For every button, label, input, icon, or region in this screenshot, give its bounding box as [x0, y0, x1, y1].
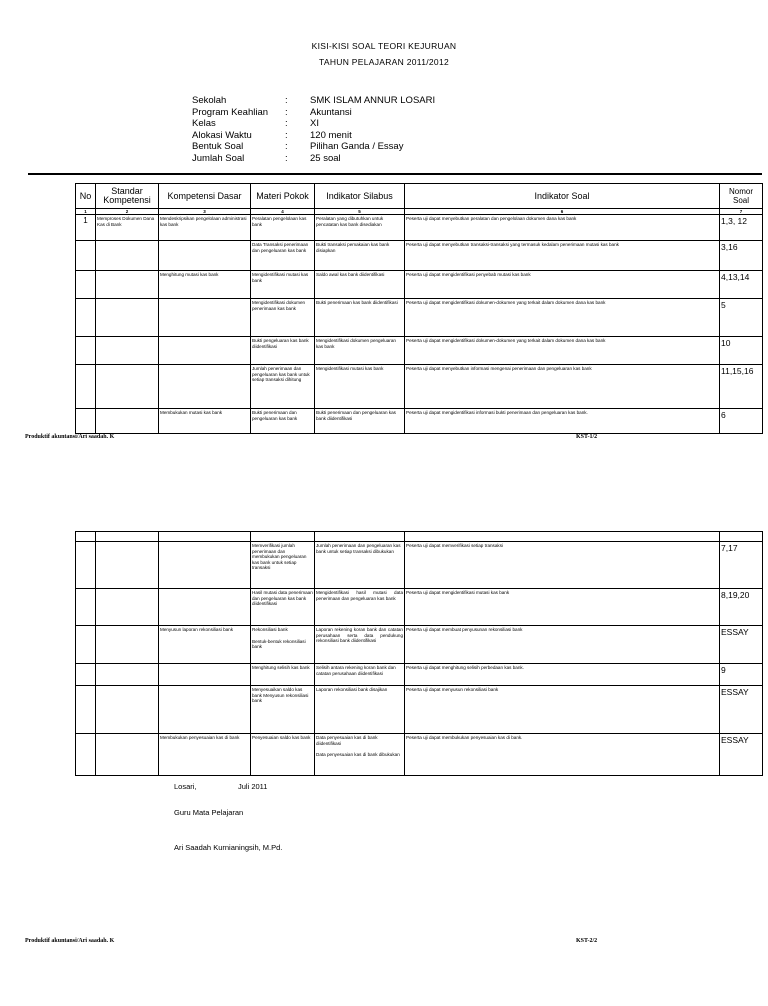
cell-kd: Menyusun laporan rekonsiliasi bank — [159, 626, 251, 664]
info-row-jumlah — [192, 153, 435, 165]
cell-iso: Peserta uji dapat menghitung selisih perbedaan kas bank. — [405, 664, 720, 686]
cell-is: Bukti penerimaan dan pengeluaran kas bank diidentifikasi — [315, 409, 405, 434]
cell-mp: Mengidentifikasi mutasi kas bank — [251, 271, 315, 299]
table-spacer-row — [76, 532, 763, 542]
col-materi-pokok: Materi Pokok — [251, 184, 315, 209]
table-header-row — [76, 184, 763, 209]
cell-is: Laporan rekonsiliasi bank disajikan — [315, 686, 405, 734]
info-row-bentuk — [192, 141, 435, 153]
cell-ns: 9 — [720, 664, 763, 686]
cell-iso: Peserta uji dapat menyusun rekonsiliasi bank — [405, 686, 720, 734]
info-label: Jumlah Soal — [192, 152, 245, 164]
cell-iso: Peserta uji dapat memverifikasi setiap transaksi — [405, 542, 720, 589]
cell-mp: Menyesuaikan saldo kas bank Menyusun rekonsiliasi bank — [251, 686, 315, 734]
cell-kd — [159, 542, 251, 589]
info-row-sekolah — [192, 95, 435, 107]
kisi-table-page1 — [75, 183, 763, 434]
footer-left-page1: Produktif akuntansi/Ari saadah. K — [25, 434, 115, 440]
cell-mp: Bukti pengeluaran kas bank diidentifikasi — [251, 337, 315, 365]
cell-sk — [96, 365, 159, 409]
silabus-identifikasi: Data penyesuaian kas di bank diidentifikasi — [316, 735, 378, 746]
cell-is — [315, 734, 405, 776]
cell-kd: Mendeskripsikan pengelolaan administrasi kas bank — [159, 215, 251, 241]
cell-no — [76, 409, 96, 434]
footer-page-number-2: KST-2/2 — [576, 938, 598, 944]
cell-mp: Penyesuaian saldo kas bank — [251, 734, 315, 776]
cell-ns: ESSAY — [720, 686, 763, 734]
signature-place: Losari, — [174, 782, 197, 791]
cell-is: Bukti penerimaan kas bank diidentifikasi — [315, 299, 405, 337]
cell-mp: Bukti penerimaan dan pengeluaran kas bank — [251, 409, 315, 434]
cell-is: Bukti transaksi pemakaian kas bank disiapkan — [315, 241, 405, 271]
cell-kd — [159, 241, 251, 271]
cell-kd — [159, 664, 251, 686]
cell-is: Mengidentifikasi dokumen pengeluaran kas bank — [315, 337, 405, 365]
cell-kd — [159, 686, 251, 734]
table-row — [76, 299, 763, 337]
col-no: No — [76, 184, 96, 209]
cell-mp — [251, 626, 315, 664]
info-value: SMK ISLAM ANNUR LOSARI — [310, 95, 436, 106]
cell-ns: 7,17 — [720, 542, 763, 589]
table-row — [76, 409, 763, 434]
col-number: 5 — [315, 209, 405, 215]
cell-sk — [96, 626, 159, 664]
cell-sk — [96, 299, 159, 337]
cell-ns: 4,13,14 — [720, 271, 763, 299]
cell-mp: Jumlah penerimaan dan pengeluaran kas bank untuk setiap transaksi dihitung — [251, 365, 315, 409]
cell-ns: 1,3, 12 — [720, 215, 763, 241]
signature-date: Juli 2011 — [238, 782, 268, 791]
cell-no — [76, 542, 96, 589]
doc-title: KISI-KISI SOAL TEORI KEJURUAN — [311, 41, 457, 51]
cell-no — [76, 271, 96, 299]
table-row — [76, 664, 763, 686]
cell-sk — [96, 664, 159, 686]
cell-mp: Hasil mutasi data penerimaan dan pengeluaran kas bank diidentifikasi — [251, 589, 315, 626]
cell-no — [76, 365, 96, 409]
cell-ns: 3,16 — [720, 241, 763, 271]
col-indikator-soal: Indikator Soal — [405, 184, 720, 209]
cell-sk — [96, 241, 159, 271]
cell-mp: Menghitung selisih kas bank — [251, 664, 315, 686]
cell-no — [76, 241, 96, 271]
info-label: Bentuk Soal — [192, 141, 244, 152]
cell-iso: Peserta uji dapat membuat penyusunan rekonsiliasi bank — [405, 626, 720, 664]
cell-empty — [720, 532, 763, 542]
cell-no — [76, 626, 96, 664]
info-row-alokasi — [192, 130, 435, 142]
info-sep: : — [285, 129, 288, 141]
cell-ns: ESSAY — [720, 734, 763, 776]
info-sep: : — [285, 152, 288, 164]
cell-mp: Mengidentifikasi dokumen penerimaan kas bank — [251, 299, 315, 337]
cell-empty — [315, 532, 405, 542]
cell-iso: Peserta uji dapat mengidentifikasi dokumen-dokumen yang terkait dalam dokumen dana kas bank — [405, 299, 720, 337]
cell-iso: Peserta uji dapat mengidentifikasi informasi bukti penerimaan dan pengeluaran kas bank. — [405, 409, 720, 434]
table-row — [76, 241, 763, 271]
table-row — [76, 271, 763, 299]
cell-empty — [405, 532, 720, 542]
cell-sk — [96, 734, 159, 776]
cell-sk — [96, 337, 159, 365]
cell-kd — [159, 365, 251, 409]
cell-kd: Menghitung mutasi kas bank — [159, 271, 251, 299]
info-row-kelas — [192, 118, 435, 130]
cell-sk — [96, 686, 159, 734]
col-standar-kompetensi: Standar Kompetensi — [96, 184, 159, 209]
cell-iso: Peserta uji dapat menyebutkan informasi mengenai penerimaan dan pengeluaran kas bank — [405, 365, 720, 409]
cell-iso: Peserta uji dapat mengidentifikasi dokumen-dokumen yang terkait dalam dokumen dana kas bank — [405, 337, 720, 365]
col-nomor-soal: Nomor Soal — [720, 184, 763, 209]
cell-no: 1 — [76, 215, 96, 241]
cell-ns: 5 — [720, 299, 763, 337]
cell-iso: Peserta uji dapat mengidentifikasi penyebab mutasi kas bank — [405, 271, 720, 299]
info-value: 25 soal — [310, 152, 341, 164]
table-row — [76, 686, 763, 734]
info-label: Alokasi Waktu — [192, 129, 252, 141]
cell-is: Mengidentifikasi hasil mutasi data penerimaan dan pengeluaran kas bank — [315, 589, 405, 626]
table-row — [76, 626, 763, 664]
cell-ns: 11,15,16 — [720, 365, 763, 409]
cell-sk — [96, 271, 159, 299]
cell-is: Jumlah penerimaan dan pengeluaran kas bank untuk setiap transaksi dibukukan — [315, 542, 405, 589]
col-kompetensi-dasar: Kompetensi Dasar — [159, 184, 251, 209]
info-value: Akuntansi — [310, 106, 352, 118]
cell-no — [76, 734, 96, 776]
table-row — [76, 337, 763, 365]
cell-kd — [159, 299, 251, 337]
cell-is: Laporan rekening koran bank dan catatan perusahaan serta data pendukung rekonsiliasi bank diidentifikasi — [315, 626, 405, 664]
cell-kd — [159, 337, 251, 365]
silabus-dibukukan: Data penyesuaian kas di bank dibukukan — [316, 752, 400, 758]
cell-kd: Membukukan mutasi kas bank — [159, 409, 251, 434]
materi-rekonsiliasi: Rekonsiliasi bank — [252, 627, 288, 632]
col-indikator-silabus: Indikator Silabus — [315, 184, 405, 209]
table-row — [76, 734, 763, 776]
footer-page-number-1: KST-1/2 — [576, 434, 598, 440]
info-value: Pilihan Ganda / Essay — [310, 141, 404, 152]
table-row — [76, 589, 763, 626]
cell-no — [76, 686, 96, 734]
kisi-table-page2 — [75, 531, 763, 776]
col-number: 4 — [251, 209, 315, 215]
info-label: Kelas — [192, 118, 216, 129]
signature-role: Guru Mata Pelajaran — [174, 808, 244, 817]
cell-sk: Memproses Dokumen Dana Kas di Bank — [96, 215, 159, 241]
cell-iso: Peserta uji dapat menyebutkan transaksi-transaksi yang termasuk kedalam penerimaan mutasi kas bank — [405, 241, 720, 271]
cell-is: Selisih antara rekening koran bank dan catatan perusahaan diidentifikasi — [315, 664, 405, 686]
table-row — [76, 365, 763, 409]
cell-ns: 8,19,20 — [720, 589, 763, 626]
signature-name: Ari Saadah Kurnianingsih, M.Pd. — [174, 843, 283, 852]
info-label: Sekolah — [192, 95, 227, 106]
cell-no — [76, 337, 96, 365]
cell-mp: Data Transaksi penerimaan dan pengeluaran kas bank — [251, 241, 315, 271]
header-rule — [28, 173, 762, 175]
cell-is: Saldo awal kas bank diidentifikasi — [315, 271, 405, 299]
cell-sk — [96, 589, 159, 626]
col-number: 3 — [159, 209, 251, 215]
col-number: 7 — [720, 209, 763, 215]
cell-iso: Peserta uji dapat mengidentifikasi mutasi kas bank — [405, 589, 720, 626]
cell-empty — [251, 532, 315, 542]
cell-mp: Memverifikasi jumlah penerimaan dan membukukan pengeluaran kas bank untuk setiap transaksi — [251, 542, 315, 589]
cell-no — [76, 589, 96, 626]
info-block — [192, 95, 435, 164]
info-value: 120 menit — [310, 129, 352, 141]
cell-ns: ESSAY — [720, 626, 763, 664]
materi-bentuk-rekonsiliasi: Bentuk-bentuk rekonsiliasi bank — [252, 638, 306, 650]
cell-empty — [96, 532, 159, 542]
cell-ns: 10 — [720, 337, 763, 365]
info-sep: : — [285, 106, 288, 118]
cell-empty — [76, 532, 96, 542]
cell-is: Mengidentifikasi mutasi kas bank — [315, 365, 405, 409]
cell-sk — [96, 542, 159, 589]
col-number: 2 — [96, 209, 159, 215]
col-number: 1 — [76, 209, 96, 215]
table-row — [76, 215, 763, 241]
info-row-program — [192, 107, 435, 119]
info-sep: : — [285, 118, 288, 129]
info-sep: : — [285, 95, 288, 106]
info-label: Program Keahlian — [192, 106, 269, 118]
cell-kd — [159, 589, 251, 626]
cell-kd: Membukukan penyesuaian kas di bank — [159, 734, 251, 776]
doc-subtitle: TAHUN PELAJARAN 2011/2012 — [318, 57, 450, 67]
cell-no — [76, 664, 96, 686]
cell-no — [76, 299, 96, 337]
col-number: 6 — [405, 209, 720, 215]
cell-ns: 6 — [720, 409, 763, 434]
table-row — [76, 542, 763, 589]
info-value: XI — [310, 118, 319, 129]
cell-is: Peralatan yang dibutuhkan untuk pencatatan kas bank disediakan — [315, 215, 405, 241]
cell-empty — [159, 532, 251, 542]
cell-sk — [96, 409, 159, 434]
cell-iso: Peserta uji dapat menyebutkan peralatan dan pengelolaan dokumen dana kas bank — [405, 215, 720, 241]
cell-iso: Peserta uji dapat membukukan penyesuaian kas di bank. — [405, 734, 720, 776]
info-sep: : — [285, 141, 288, 152]
footer-left-page2: Produktif akuntansi/Ari saadah. K — [25, 938, 115, 944]
cell-mp: Peralatan pengelolaan kas bank — [251, 215, 315, 241]
